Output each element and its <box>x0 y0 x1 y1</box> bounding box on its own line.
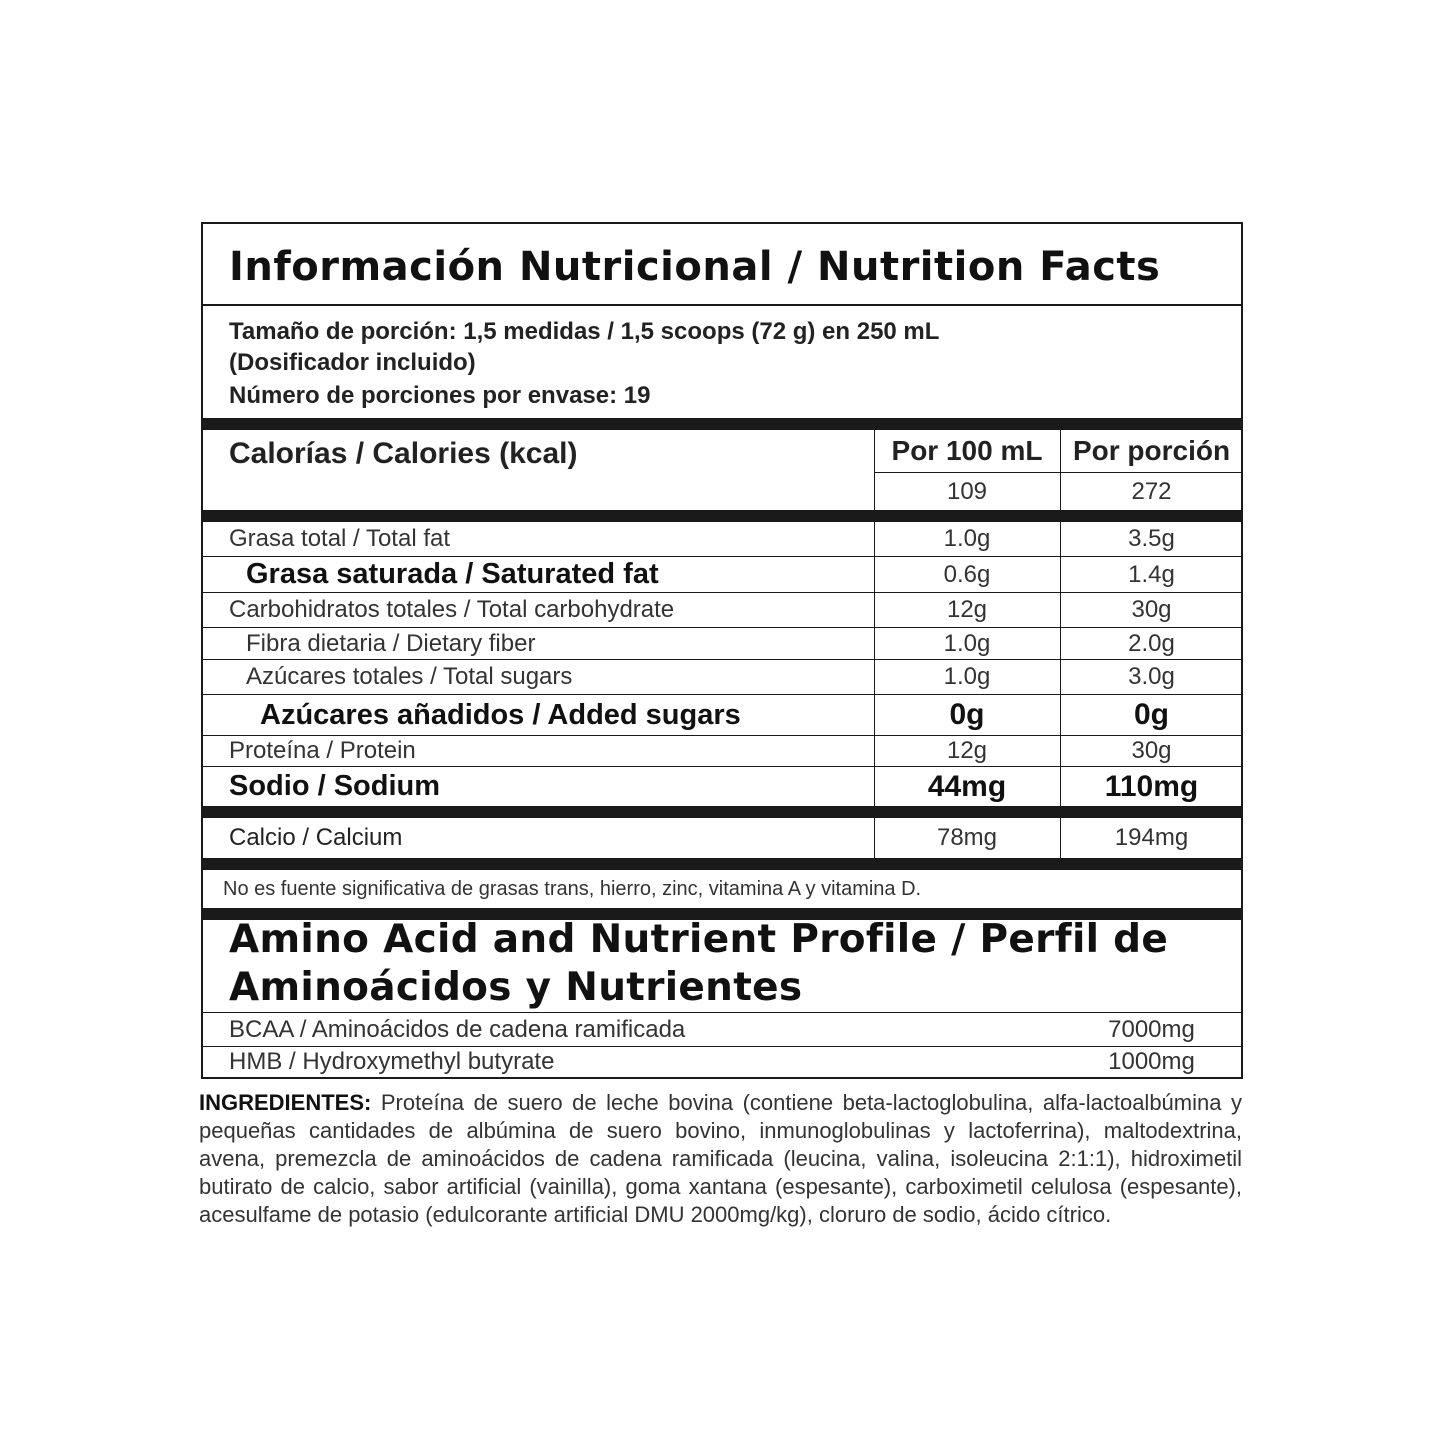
amino-title-line1: Amino Acid and Nutrient Profile / Perfil de <box>229 917 1169 962</box>
nutrient-per-100ml: 44mg <box>927 769 1007 803</box>
column-header-per-portion: Por porción <box>1072 435 1231 466</box>
nutrient-name: Sodio / Sodium <box>229 770 441 802</box>
serving-info <box>229 316 939 411</box>
nutrient-row-calcium <box>203 818 1241 858</box>
nutrient-per-portion: 30g <box>1131 737 1172 764</box>
nutrient-name: Azúcares totales / Total sugars <box>246 663 573 690</box>
amino-row-hmb <box>203 1047 1241 1077</box>
nutrient-name: Grasa total / Total fat <box>229 525 451 552</box>
thick-divider <box>203 510 1241 522</box>
amino-row-bcaa <box>203 1013 1241 1046</box>
nutrient-per-portion: 0g <box>1133 698 1169 731</box>
nutrient-name: Proteína / Protein <box>229 737 416 764</box>
serving-note: (Dosificador incluido) <box>229 349 476 376</box>
nutrient-name: Calcio / Calcium <box>229 824 403 851</box>
calories-per-portion: 272 <box>1131 477 1172 505</box>
nutrient-row-dietary-fiber <box>203 628 1241 659</box>
nutrient-row-saturated-fat <box>203 557 1241 592</box>
nutrient-name: Fibra dietaria / Dietary fiber <box>246 629 536 657</box>
nutrient-row-total-sugars <box>203 660 1241 694</box>
thick-divider <box>203 418 1241 430</box>
nutrient-per-100ml: 12g <box>946 596 988 623</box>
nutrient-per-portion: 1.4g <box>1128 560 1175 588</box>
nutrient-per-portion: 110mg <box>1104 769 1199 803</box>
nutrient-row-total-fat <box>203 522 1241 556</box>
footnote-row <box>203 870 1241 908</box>
amino-profile-title <box>229 916 1168 1012</box>
nutrient-per-portion: 3.0g <box>1128 663 1175 690</box>
nutrient-per-100ml: 1.0g <box>943 629 991 657</box>
nutrient-per-portion: 2.0g <box>1128 629 1175 657</box>
amino-name: HMB / Hydroxymethyl butyrate <box>229 1048 555 1075</box>
nutrient-name: Grasa saturada / Saturated fat <box>246 558 659 590</box>
nutrient-per-100ml: 1.0g <box>943 525 991 552</box>
ingredients-label: INGREDIENTES: <box>199 1090 372 1115</box>
nutrient-per-portion: 30g <box>1131 596 1172 623</box>
nutrient-per-100ml: 0g <box>949 698 985 731</box>
nutrient-row-protein <box>203 736 1241 766</box>
divider <box>203 304 1241 306</box>
serving-size: Tamaño de porción: 1,5 medidas / 1,5 scoops (72 g) en 250 mL <box>229 318 940 345</box>
calories-per-100ml: 109 <box>946 477 988 505</box>
ingredients-text: Proteína de suero de leche bovina (contiene beta-lactoglobulina, alfa-lactoalbúmina y pequeñas cantidades de albúmina de suero bovino, inmunoglobulinas y lactoferrina), maltodextrina, avena, premezcla de aminoácidos de cadena ramificada (leucina, valina, isoleucina 2:1:1), hidroximetil butirato de calcio, sabor artificial (vainilla), goma xantana (espesante), carboximetil celulosa (espesante), acesulfame de potasio (edulcorante artificial DMU 2000mg/kg), cloruro de sodio, ácido cítrico. <box>199 1090 1242 1227</box>
nutrient-per-portion: 3.5g <box>1128 525 1175 552</box>
nutrient-name: Carbohidratos totales / Total carbohydrate <box>229 596 675 623</box>
amino-value: 1000mg <box>1108 1048 1195 1075</box>
thick-divider <box>203 806 1241 818</box>
ingredients-paragraph <box>199 1089 1242 1229</box>
footnote: No es fuente significativa de grasas trans, hierro, zinc, vitamina A y vitamina D. <box>223 877 922 900</box>
amino-value: 7000mg <box>1108 1015 1195 1043</box>
nutrient-per-100ml: 0.6g <box>943 560 991 588</box>
nutrition-label <box>201 222 1243 1079</box>
nutrient-row-total-carbohydrate <box>203 593 1241 627</box>
nutrient-per-100ml: 12g <box>946 737 988 764</box>
label-title: Información Nutricional / Nutrition Facts <box>229 244 1161 290</box>
thick-divider <box>203 858 1241 870</box>
nutrient-row-added-sugars <box>203 695 1241 735</box>
nutrient-per-100ml: 1.0g <box>943 663 991 690</box>
column-header-per-100ml: Por 100 mL <box>891 435 1043 466</box>
amino-name: BCAA / Aminoácidos de cadena ramificada <box>229 1015 686 1043</box>
servings-per-container: Número de porciones por envase: 19 <box>229 382 651 409</box>
amino-title-line2: Aminoácidos y Nutrientes <box>229 965 803 1010</box>
nutrient-per-100ml: 78mg <box>936 824 998 851</box>
nutrient-name: Azúcares añadidos / Added sugars <box>260 698 741 731</box>
nutrient-per-portion: 194mg <box>1114 824 1189 851</box>
nutrient-row-sodium <box>203 767 1241 806</box>
calories-label: Calorías / Calories (kcal) <box>229 437 578 470</box>
